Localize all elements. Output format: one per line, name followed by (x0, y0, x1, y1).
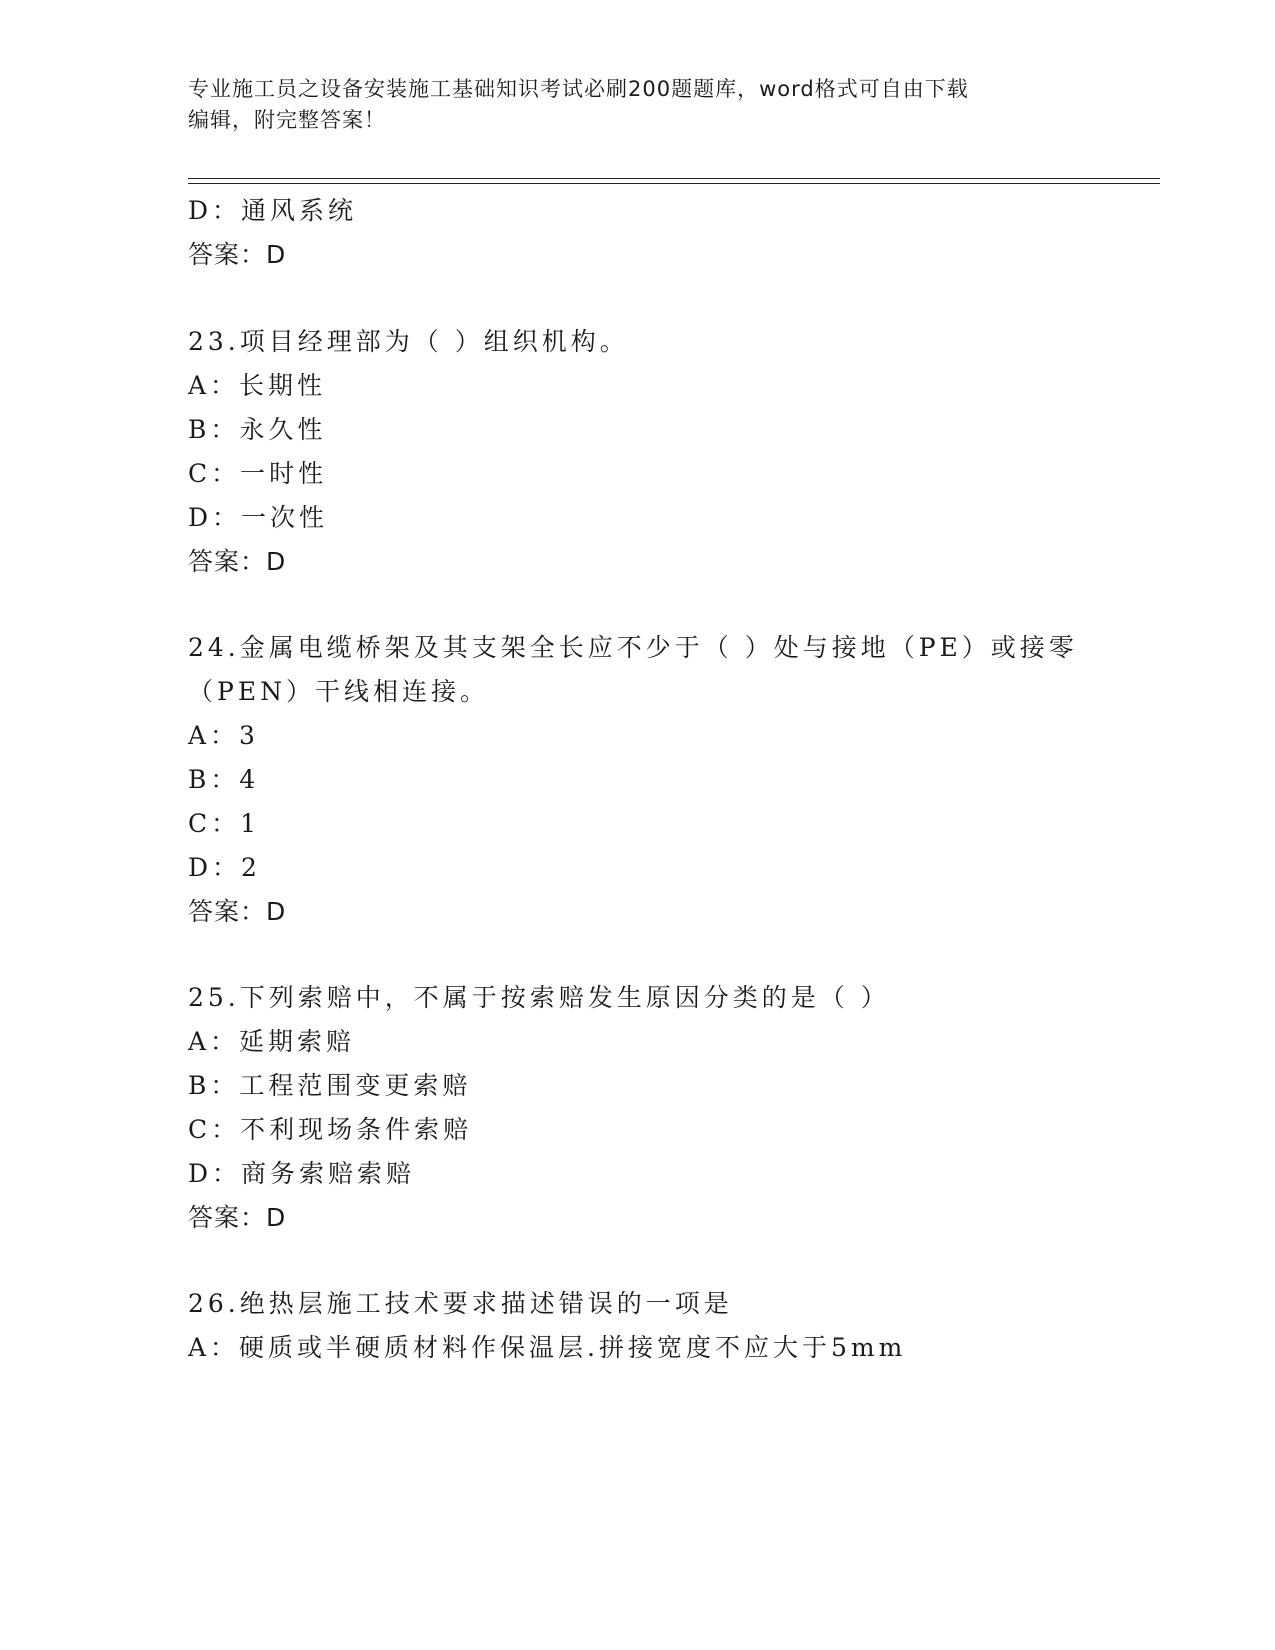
header-title-line-1: 专业施工员之设备安装施工基础知识考试必刷200题题库，word格式可自由下载 (188, 77, 969, 101)
question-25-option-b: B：工程范围变更索赔 (188, 1071, 472, 1100)
header-divider-bottom (188, 183, 1160, 184)
question-24-answer: 答案：D (188, 897, 287, 926)
question-24-option-c: C：1 (188, 809, 261, 838)
question-23-option-a: A：长期性 (188, 371, 327, 400)
prev-option-d: D：通风系统 (188, 196, 358, 225)
question-23-option-c: C：一时性 (188, 459, 328, 488)
question-24-stem-line-1: 24.金属电缆桥架及其支架全长应不少于（ ）处与接地（PE）或接零 (188, 633, 1078, 662)
header-divider-top (188, 178, 1160, 179)
question-24-option-b: B：4 (188, 765, 260, 794)
header-title-line-2: 编辑，附完整答案！ (188, 108, 386, 132)
question-25-option-a: A：延期索赔 (188, 1027, 356, 1056)
question-24-option-a: A：3 (188, 721, 259, 750)
question-26-stem: 26.绝热层施工技术要求描述错误的一项是 (188, 1289, 733, 1318)
question-23-option-d: D：一次性 (188, 503, 329, 532)
prev-answer: 答案：D (188, 240, 287, 269)
question-25-answer: 答案：D (188, 1203, 287, 1232)
question-23-answer: 答案：D (188, 547, 287, 576)
question-23-stem: 23.项目经理部为（ ）组织机构。 (188, 327, 629, 356)
question-23-option-b: B：永久性 (188, 415, 327, 444)
question-25-option-c: C：不利现场条件索赔 (188, 1115, 473, 1144)
question-26-option-a: A：硬质或半硬质材料作保温层.拼接宽度不应大于5mm (188, 1333, 907, 1362)
question-24-option-d: D：2 (188, 853, 261, 882)
question-25-option-d: D：商务索赔索赔 (188, 1159, 416, 1188)
question-25-stem: 25.下列索赔中，不属于按索赔发生原因分类的是（ ） (188, 983, 890, 1012)
document-header (188, 74, 1088, 136)
question-24-stem-line-2: （PEN）干线相连接。 (188, 677, 489, 706)
